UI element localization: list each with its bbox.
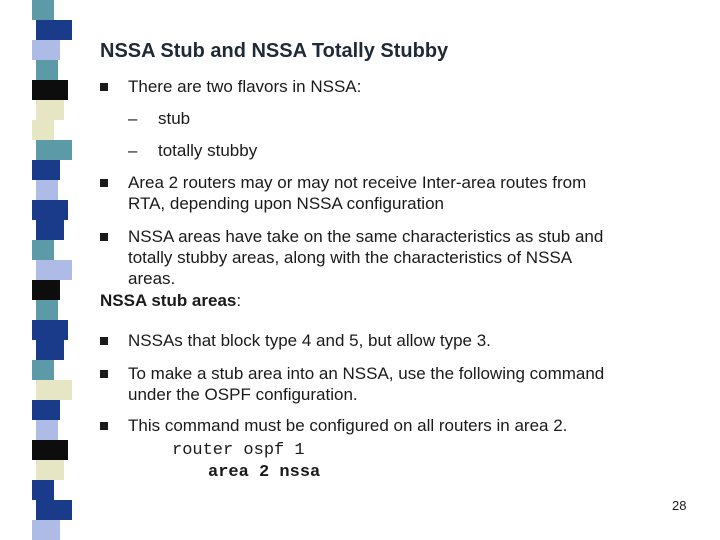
section-heading-colon: : <box>236 291 242 310</box>
sub-item-text: totally stubby <box>158 141 258 160</box>
bullet-text: under the OSPF configuration. <box>128 385 358 404</box>
bullet-text: Area 2 routers may or may not receive Inter-area routes from <box>128 173 587 192</box>
sub-item-text: stub <box>158 109 191 128</box>
bullet-text: This command must be configured on all routers in area 2. <box>128 416 568 435</box>
code-line: area 2 nssa <box>208 463 321 482</box>
bullet-text: areas. <box>128 269 176 288</box>
slide-title: NSSA Stub and NSSA Totally Stubby <box>100 40 449 62</box>
bullet-marker <box>100 370 108 378</box>
bullet-text: NSSA areas have take on the same characteristics as stub and <box>128 227 604 246</box>
bullet-text: totally stubby areas, along with the characteristics of NSSA <box>128 248 573 267</box>
section-heading <box>100 290 241 312</box>
bullet-marker <box>100 337 108 345</box>
sub-item-dash: – <box>128 141 138 160</box>
sub-item-dash: – <box>128 109 138 128</box>
code-line: router ospf 1 <box>172 441 305 460</box>
bullet-marker <box>100 179 108 187</box>
bullet-text: There are two flavors in NSSA: <box>128 77 362 96</box>
bullet-text: To make a stub area into an NSSA, use the following command <box>128 364 605 383</box>
page-number: 28 <box>672 498 687 513</box>
bullet-marker <box>100 83 108 91</box>
section-heading-label: NSSA stub areas <box>100 291 237 310</box>
bullet-text: NSSAs that block type 4 and 5, but allow type 3. <box>128 331 491 350</box>
bullet-marker <box>100 233 108 241</box>
bullet-marker <box>100 422 108 430</box>
bullet-text: RTA, depending upon NSSA configuration <box>128 194 444 213</box>
